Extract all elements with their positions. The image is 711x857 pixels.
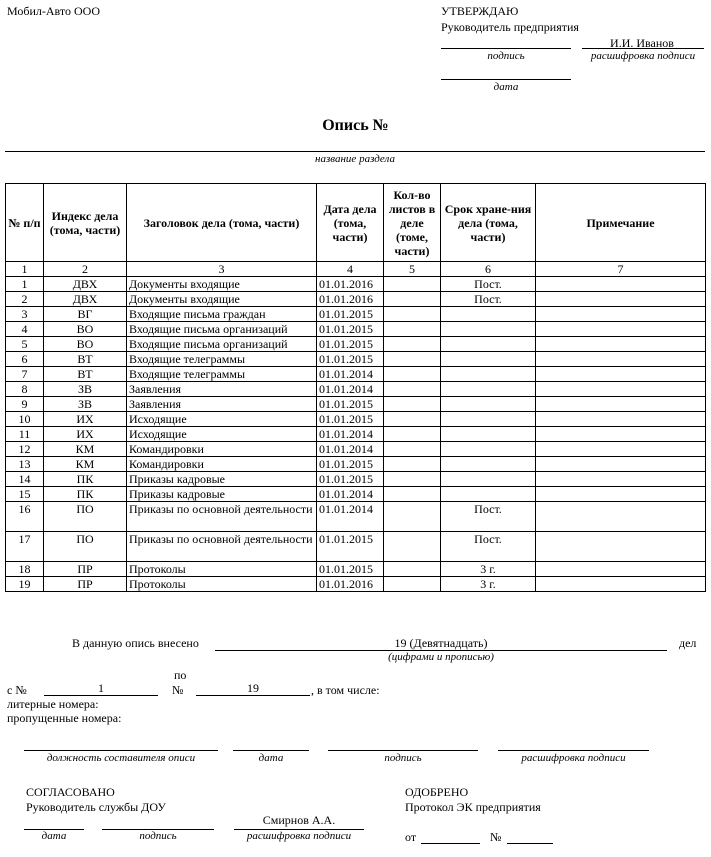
cell-number: 11	[6, 427, 44, 442]
cell-sheets	[384, 367, 441, 382]
cell-date: 01.01.2015	[317, 532, 384, 562]
table-row	[6, 277, 706, 292]
position-line[interactable]	[24, 750, 218, 751]
to-line[interactable]	[196, 695, 310, 696]
table-row	[6, 487, 706, 502]
cell-sheets	[384, 502, 441, 532]
cell-date: 01.01.2016	[317, 277, 384, 292]
cell-note	[536, 487, 706, 502]
cell-index: КМ	[44, 442, 127, 457]
to-label-top: по	[174, 668, 187, 682]
cell-number: 2	[6, 292, 44, 307]
approve-date-line[interactable]	[441, 79, 571, 80]
decode-line[interactable]	[498, 750, 649, 751]
table-row	[6, 382, 706, 397]
table-row	[6, 577, 706, 592]
approve-date-caption: дата	[493, 81, 519, 93]
cell-number: 7	[6, 367, 44, 382]
cell-storage-term: 3 г.	[441, 577, 536, 592]
cell-sheets	[384, 412, 441, 427]
cell-sheets	[384, 442, 441, 457]
table-row	[6, 532, 706, 562]
cell-number: 10	[6, 412, 44, 427]
cell-storage-term: Пост.	[441, 277, 536, 292]
approve-label: УТВЕРЖДАЮ	[441, 4, 519, 18]
cell-index: ПО	[44, 532, 127, 562]
cell-note	[536, 337, 706, 352]
cell-storage-term	[441, 352, 536, 367]
cell-number: 9	[6, 397, 44, 412]
cell-storage-term	[441, 397, 536, 412]
cell-number: 13	[6, 457, 44, 472]
cell-index: ВО	[44, 337, 127, 352]
decode-caption: расшифровка подписи	[521, 752, 626, 764]
cell-index: ВО	[44, 322, 127, 337]
section-name-caption: название раздела	[315, 153, 395, 165]
cell-note	[536, 307, 706, 322]
cell-number: 1	[6, 277, 44, 292]
cell-title: Протоколы	[127, 562, 317, 577]
cell-title: Заявления	[127, 382, 317, 397]
cell-storage-term	[441, 337, 536, 352]
table-row	[6, 367, 706, 382]
cell-sheets	[384, 427, 441, 442]
approve-decode-line[interactable]	[582, 48, 704, 49]
cell-storage-term	[441, 472, 536, 487]
cell-sheets	[384, 322, 441, 337]
cell-number: 5	[6, 337, 44, 352]
cell-note	[536, 472, 706, 487]
cell-number: 15	[6, 487, 44, 502]
header-sheets: Кол-во листов в деле (томе, части)	[384, 184, 441, 262]
cell-note	[536, 442, 706, 457]
agreed-name: Смирнов А.А.	[262, 813, 336, 827]
agreed-decode-caption: расшифровка подписи	[246, 830, 352, 842]
cell-index: ВГ	[44, 307, 127, 322]
cell-date: 01.01.2014	[317, 487, 384, 502]
header-number: № п/п	[6, 184, 44, 262]
cell-date: 01.01.2014	[317, 442, 384, 457]
including-label: , в том числе:	[311, 683, 380, 697]
cell-date: 01.01.2015	[317, 322, 384, 337]
from-value: 1	[98, 681, 104, 695]
column-number: 4	[317, 262, 384, 277]
cell-number: 19	[6, 577, 44, 592]
cell-date: 01.01.2015	[317, 352, 384, 367]
cell-note	[536, 502, 706, 532]
agreed-date-caption: дата	[41, 830, 67, 842]
cell-title: Командировки	[127, 442, 317, 457]
cell-date: 01.01.2016	[317, 577, 384, 592]
column-number: 2	[44, 262, 127, 277]
inventory-table	[5, 183, 706, 592]
cell-index: ВТ	[44, 367, 127, 382]
approved-label: ОДОБРЕНО	[405, 785, 469, 799]
cell-sheets	[384, 382, 441, 397]
organization-name: Мобил-Авто ООО	[7, 4, 100, 18]
cell-title: Входящие телеграммы	[127, 367, 317, 382]
signature-line[interactable]	[328, 750, 478, 751]
cell-number: 8	[6, 382, 44, 397]
header-note: Примечание	[536, 184, 706, 262]
cell-index: ИХ	[44, 412, 127, 427]
cell-sheets	[384, 352, 441, 367]
cell-title: Протоколы	[127, 577, 317, 592]
table-row	[6, 412, 706, 427]
cell-date: 01.01.2014	[317, 367, 384, 382]
cell-note	[536, 277, 706, 292]
date-caption: дата	[258, 752, 284, 764]
cell-sheets	[384, 277, 441, 292]
cell-storage-term	[441, 457, 536, 472]
cell-storage-term	[441, 487, 536, 502]
header-title: Заголовок дела (тома, части)	[127, 184, 317, 262]
cell-note	[536, 577, 706, 592]
section-name-line[interactable]	[5, 151, 705, 152]
cell-note	[536, 427, 706, 442]
cell-index: ЗВ	[44, 382, 127, 397]
cell-storage-term: Пост.	[441, 532, 536, 562]
position-caption: должность составителя описи	[46, 752, 196, 764]
cell-title: Исходящие	[127, 412, 317, 427]
cell-index: ПК	[44, 487, 127, 502]
cell-title: Приказы кадровые	[127, 472, 317, 487]
to-label: №	[172, 683, 184, 697]
cell-index: ПО	[44, 502, 127, 532]
agreed-signature-caption: подпись	[139, 830, 177, 842]
cell-sheets	[384, 577, 441, 592]
cell-index: ПК	[44, 472, 127, 487]
approved-role: Протокол ЭК предприятия	[405, 800, 541, 814]
cell-note	[536, 322, 706, 337]
cell-title: Входящие письма граждан	[127, 307, 317, 322]
table-row	[6, 307, 706, 322]
column-number: 1	[6, 262, 44, 277]
cell-date: 01.01.2015	[317, 412, 384, 427]
cell-storage-term	[441, 382, 536, 397]
agreed-label: СОГЛАСОВАНО	[26, 785, 115, 799]
cell-index: ВТ	[44, 352, 127, 367]
cell-date: 01.01.2015	[317, 457, 384, 472]
cell-note	[536, 382, 706, 397]
protocol-number-line[interactable]	[507, 843, 553, 844]
approve-decode-caption: расшифровка подписи	[590, 50, 696, 62]
cell-storage-term	[441, 442, 536, 457]
cell-sheets	[384, 457, 441, 472]
cell-index: ИХ	[44, 427, 127, 442]
cell-date: 01.01.2015	[317, 337, 384, 352]
table-row	[6, 472, 706, 487]
table-row	[6, 457, 706, 472]
header-storage-term: Срок хране-ния дела (тома, части)	[441, 184, 536, 262]
table-row	[6, 502, 706, 532]
cell-storage-term	[441, 427, 536, 442]
cell-title: Приказы по основной деятельности	[127, 502, 317, 532]
cell-note	[536, 457, 706, 472]
table-row	[6, 397, 706, 412]
cell-storage-term	[441, 367, 536, 382]
cell-storage-term	[441, 322, 536, 337]
cell-index: ПР	[44, 577, 127, 592]
document-title: Опись №	[322, 117, 389, 134]
cell-date: 01.01.2015	[317, 562, 384, 577]
cell-title: Командировки	[127, 457, 317, 472]
to-value: 19	[247, 681, 259, 695]
cell-title: Входящие телеграммы	[127, 352, 317, 367]
cell-sheets	[384, 307, 441, 322]
column-number-row	[6, 262, 706, 277]
cell-number: 3	[6, 307, 44, 322]
column-number: 6	[441, 262, 536, 277]
cell-title: Документы входящие	[127, 292, 317, 307]
cell-index: ЗВ	[44, 397, 127, 412]
cell-number: 6	[6, 352, 44, 367]
cell-index: КМ	[44, 457, 127, 472]
column-number: 3	[127, 262, 317, 277]
cell-title: Документы входящие	[127, 277, 317, 292]
agreed-role: Руководитель службы ДОУ	[26, 800, 166, 814]
table-row	[6, 562, 706, 577]
entered-label: В данную опись внесено	[72, 636, 199, 650]
cell-title: Приказы кадровые	[127, 487, 317, 502]
cell-storage-term: Пост.	[441, 502, 536, 532]
cell-note	[536, 532, 706, 562]
cell-sheets	[384, 562, 441, 577]
cell-note	[536, 367, 706, 382]
cell-title: Входящие письма организаций	[127, 322, 317, 337]
date-line[interactable]	[233, 750, 309, 751]
cell-storage-term	[441, 412, 536, 427]
column-number: 7	[536, 262, 706, 277]
from-label: с №	[7, 683, 27, 697]
signature-caption: подпись	[384, 752, 422, 764]
column-number: 5	[384, 262, 441, 277]
cell-number: 16	[6, 502, 44, 532]
approve-name: И.И. Иванов	[610, 36, 674, 50]
entered-caption: (цифрами и прописью)	[388, 651, 494, 663]
cell-title: Входящие письма организаций	[127, 337, 317, 352]
table-row	[6, 442, 706, 457]
missed-numbers-label: пропущенные номера:	[7, 711, 122, 725]
entered-suffix: дел	[679, 636, 697, 650]
from-line[interactable]	[44, 695, 158, 696]
cell-number: 18	[6, 562, 44, 577]
cell-sheets	[384, 532, 441, 562]
cell-sheets	[384, 472, 441, 487]
protocol-from-label: от	[405, 830, 417, 844]
protocol-date-line[interactable]	[421, 843, 480, 844]
cell-sheets	[384, 292, 441, 307]
cell-note	[536, 562, 706, 577]
table-row	[6, 292, 706, 307]
cell-number: 4	[6, 322, 44, 337]
cell-index: ДВХ	[44, 277, 127, 292]
cell-storage-term	[441, 307, 536, 322]
entered-value: 19 (Девятнадцать)	[394, 636, 488, 650]
protocol-number-label: №	[490, 830, 502, 844]
table-header-row	[6, 184, 706, 262]
table-row	[6, 427, 706, 442]
cell-number: 17	[6, 532, 44, 562]
cell-date: 01.01.2016	[317, 292, 384, 307]
table-row	[6, 352, 706, 367]
table-row	[6, 337, 706, 352]
cell-number: 14	[6, 472, 44, 487]
cell-index: ДВХ	[44, 292, 127, 307]
cell-storage-term: Пост.	[441, 292, 536, 307]
cell-index: ПР	[44, 562, 127, 577]
cell-date: 01.01.2014	[317, 427, 384, 442]
cell-date: 01.01.2015	[317, 472, 384, 487]
cell-storage-term: 3 г.	[441, 562, 536, 577]
cell-date: 01.01.2015	[317, 397, 384, 412]
cell-note	[536, 412, 706, 427]
cell-note	[536, 397, 706, 412]
cell-sheets	[384, 487, 441, 502]
approve-signature-line[interactable]	[441, 48, 571, 49]
cell-note	[536, 292, 706, 307]
cell-title: Приказы по основной деятельности	[127, 532, 317, 562]
approve-role: Руководитель предприятия	[441, 20, 579, 34]
cell-date: 01.01.2014	[317, 502, 384, 532]
cell-date: 01.01.2015	[317, 307, 384, 322]
approve-signature-caption: подпись	[487, 50, 525, 62]
header-index: Индекс дела (тома, части)	[44, 184, 127, 262]
cell-number: 12	[6, 442, 44, 457]
cell-title: Заявления	[127, 397, 317, 412]
cell-title: Исходящие	[127, 427, 317, 442]
cell-note	[536, 352, 706, 367]
cell-sheets	[384, 397, 441, 412]
letter-numbers-label: литерные номера:	[7, 697, 99, 711]
table-row	[6, 322, 706, 337]
header-date: Дата дела (тома, части)	[317, 184, 384, 262]
cell-sheets	[384, 337, 441, 352]
cell-date: 01.01.2014	[317, 382, 384, 397]
